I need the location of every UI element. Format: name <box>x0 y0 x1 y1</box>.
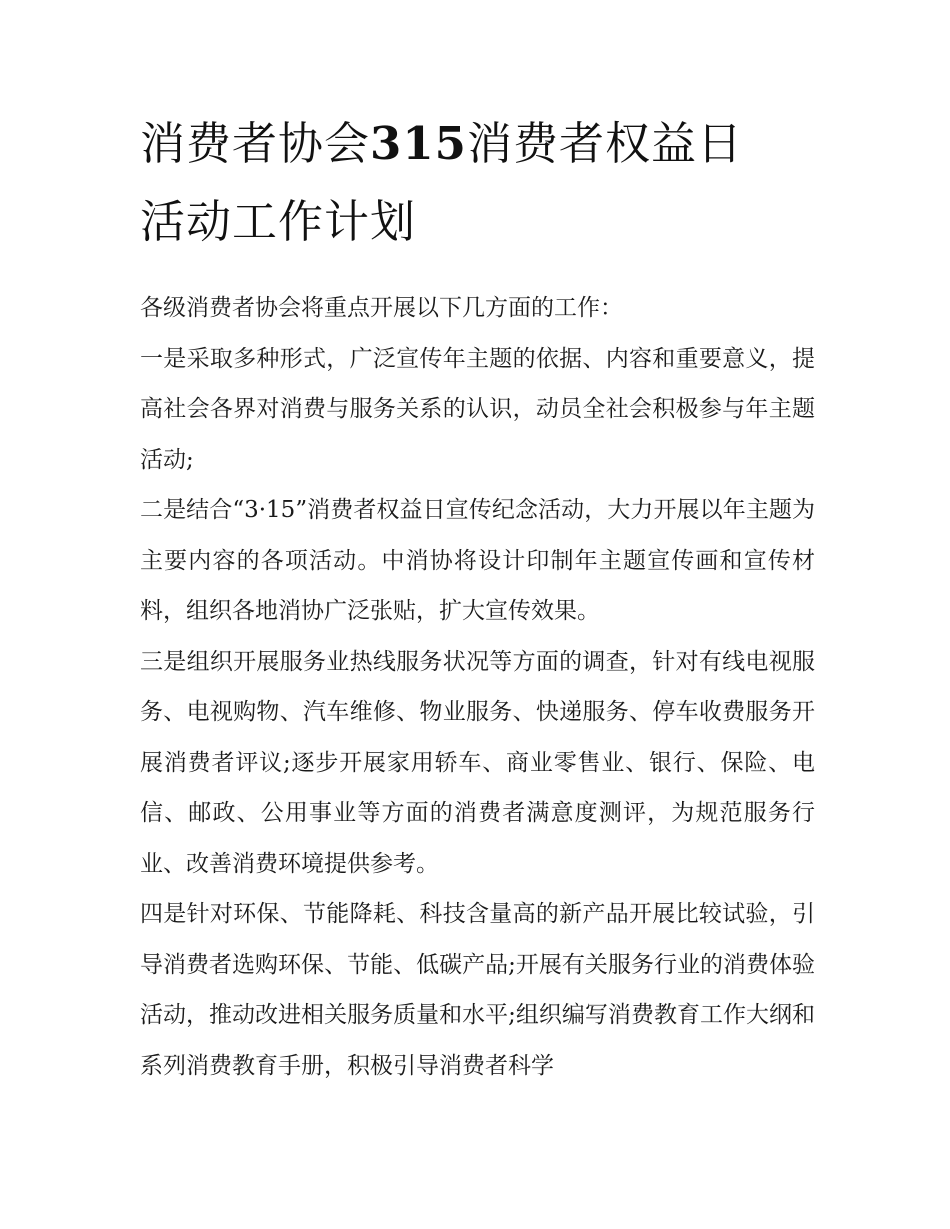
title-text-part2: 消费者权益日 <box>466 117 743 170</box>
item-one-paragraph: 一是采取多种形式，广泛宣传年主题的依据、内容和重要意义，提高社会各界对消费与服务关系的认识，动员全社会积极参与年主题活动; <box>140 345 815 473</box>
title-text-line2: 活动工作计划 <box>140 195 417 248</box>
document-page <box>140 105 815 1091</box>
item-three-paragraph: 三是组织开展服务业热线服务状况等方面的调查，针对有线电视服务、电视购物、汽车维修、物业服务、快递服务、停车收费服务开展消费者评议;逐步开展家用轿车、商业零售业、银行、保险、电信、邮政、公用事业等方面的消费者满意度测评，为规范服务行业、改善消费环境提供参考。 <box>140 648 815 877</box>
document-title <box>140 105 815 261</box>
title-text-part1: 消费者协会 <box>140 117 371 170</box>
intro-paragraph: 各级消费者协会将重点开展以下几方面的工作： <box>140 295 623 321</box>
item-four-paragraph: 四是针对环保、节能降耗、科技含量高的新产品开展比较试验，引导消费者选购环保、节能、低碳产品;开展有关服务行业的消费体验活动，推动改进相关服务质量和水平;组织编写消费教育工作大纲和系列消费教育手册，积极引导消费者科学 <box>140 901 815 1079</box>
item-two-paragraph: 二是结合“3·15”消费者权益日宣传纪念活动，大力开展以年主题为主要内容的各项活动。中消协将设计印制年主题宣传画和宣传材料，组织各地消协广泛张贴，扩大宣传效果。 <box>140 497 815 624</box>
title-number: 315 <box>370 117 467 170</box>
